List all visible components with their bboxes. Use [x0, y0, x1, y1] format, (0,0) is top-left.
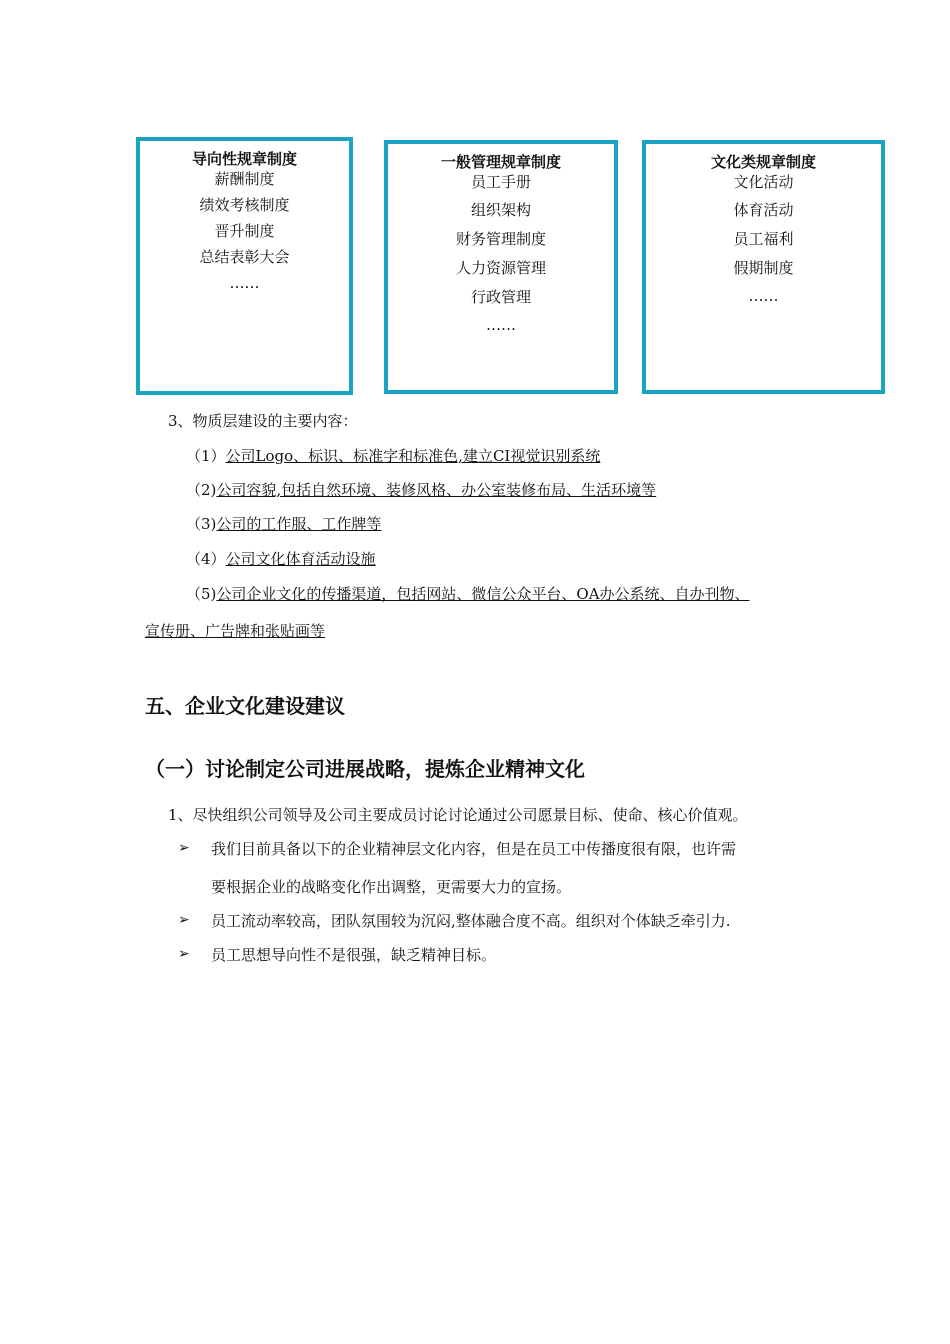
list-item — [186, 445, 600, 467]
box-title: 文化类规章制度 — [710, 153, 816, 171]
box-item: 文化活动 — [733, 173, 794, 191]
box-item: 晋升制度 — [214, 222, 275, 240]
list-item-text: 公司企业文化的传播渠道，包括网站、微信公众平台、OA办公系统、自办刊物、 — [216, 585, 750, 603]
box-item: 员工福利 — [733, 230, 794, 248]
section-title-five: 五、企业文化建设建议 — [145, 694, 345, 718]
arrow-right-icon: ➢ — [178, 840, 190, 856]
box-culture-rules — [642, 140, 885, 394]
list-item — [186, 583, 750, 605]
box-item: …… — [229, 274, 260, 292]
list-item-prefix: （2) — [186, 481, 217, 499]
list-item-prefix: （5) — [186, 585, 217, 603]
box-item: 总结表彰大会 — [199, 248, 290, 266]
list-item — [186, 479, 656, 501]
box-item: 人力资源管理 — [455, 259, 546, 277]
box-item: 薪酬制度 — [214, 170, 275, 188]
box-item: 假期制度 — [733, 259, 794, 277]
box-item: …… — [486, 316, 516, 334]
list-item-text: 公司容貌,包括自然环境、装修风格、办公室装修布局、生活环境等 — [216, 481, 657, 499]
list-item — [186, 513, 381, 535]
bullet-text-continuation: 要根据企业的战略变化作出调整，更需要大力的宣扬。 — [211, 878, 572, 896]
box-item: 财务管理制度 — [455, 230, 546, 248]
list-item-text: 公司Logo、标识、标准字和标准色,建立CI视觉识别系统 — [225, 447, 601, 465]
box-item: 员工手册 — [470, 173, 531, 191]
paragraph-1: 1、尽快组织公司领导及公司主要成员讨论讨论通过公司愿景目标、使命、核心价值观。 — [168, 806, 748, 824]
list-item-text: 公司的工作服、工作牌等 — [216, 515, 382, 533]
box-item: 绩效考核制度 — [199, 196, 290, 214]
box-title: 导向性规章制度 — [191, 150, 297, 168]
subsection-title-one: （一）讨论制定公司进展战略，提炼企业精神文化 — [145, 757, 585, 781]
box-item: …… — [748, 287, 779, 305]
list-item-continuation: 宣传册、广告牌和张贴画等 — [145, 622, 326, 640]
list-item-prefix: （1） — [186, 447, 226, 465]
box-item: 体育活动 — [733, 201, 794, 219]
list-item-prefix: （3) — [186, 515, 217, 533]
bullet-text: 我们目前具备以下的企业精神层文化内容，但是在员工中传播度很有限，也许需 — [211, 840, 737, 858]
bullet-text: 员工思想导向性不是很强，缺乏精神目标。 — [211, 946, 497, 964]
box-guiding-rules — [136, 137, 353, 395]
list-item-prefix: （4） — [186, 550, 226, 568]
box-title: 一般管理规章制度 — [440, 153, 561, 171]
list-item-text: 公司文化体育活动设施 — [225, 550, 376, 568]
arrow-right-icon: ➢ — [178, 946, 190, 962]
box-item: 组织架构 — [470, 201, 531, 219]
bullet-text: 员工流动率较高，团队氛围较为沉闷,整体融合度不高。组织对个体缺乏牵引力. — [211, 912, 731, 930]
arrow-right-icon: ➢ — [178, 912, 190, 928]
list-item — [186, 548, 376, 570]
box-item: 行政管理 — [470, 288, 531, 306]
section-heading: 3、物质层建设的主要内容： — [168, 412, 358, 430]
box-general-management-rules — [384, 140, 618, 394]
